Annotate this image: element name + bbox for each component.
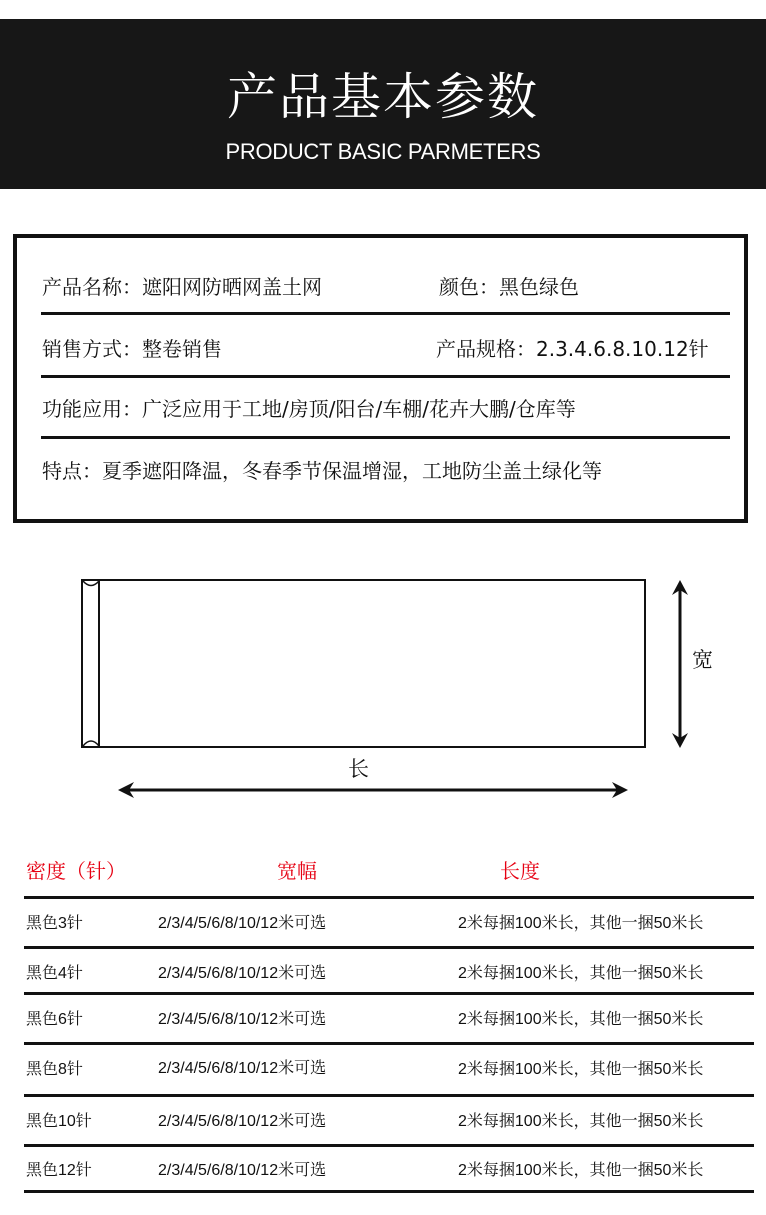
dimension-diagram <box>0 560 766 810</box>
param-row-name <box>42 272 730 302</box>
length-cell: 2米每捆100米长，其他一捆50米长 <box>458 1011 704 1028</box>
width-cell: 2/3/4/5/6/8/10/12米可选 <box>158 965 327 982</box>
header-banner <box>0 19 766 189</box>
density-cell: 黑色3针 <box>26 915 83 932</box>
product-features: 特点：夏季遮阳降温，冬春季节保温增湿，工地防尘盖土绿化等 <box>42 459 602 483</box>
length-cell: 2米每捆100米长，其他一捆50米长 <box>458 1061 704 1078</box>
density-cell: 黑色8针 <box>26 1061 83 1078</box>
params-box <box>13 234 748 523</box>
divider <box>24 896 754 899</box>
length-cell: 2米每捆100米长，其他一捆50米长 <box>458 965 704 982</box>
divider <box>24 1094 754 1097</box>
column-header-length: 长度 <box>500 859 540 883</box>
width-cell: 2/3/4/5/6/8/10/12米可选 <box>158 915 327 932</box>
divider <box>24 1144 754 1147</box>
density-cell: 黑色10针 <box>26 1113 92 1130</box>
divider <box>24 1190 754 1193</box>
divider <box>24 992 754 995</box>
density-cell: 黑色6针 <box>26 1011 83 1028</box>
divider <box>24 946 754 949</box>
width-cell: 2/3/4/5/6/8/10/12米可选 <box>158 1162 327 1179</box>
product-application: 功能应用：广泛应用于工地/房顶/阳台/车棚/花卉大鹏/仓库等 <box>42 397 576 421</box>
net-roll-drawing <box>0 560 766 810</box>
divider <box>41 312 730 315</box>
length-label: 长 <box>348 757 369 781</box>
param-row-sales <box>42 334 730 364</box>
density-cell: 黑色12针 <box>26 1162 92 1179</box>
divider <box>41 436 730 439</box>
product-spec: 产品规格：2.3.4.6.8.10.12针 <box>436 337 709 361</box>
width-cell: 2/3/4/5/6/8/10/12米可选 <box>158 1060 327 1077</box>
page-title: 产品基本参数 <box>227 68 539 126</box>
width-cell: 2/3/4/5/6/8/10/12米可选 <box>158 1113 327 1130</box>
divider <box>24 1042 754 1045</box>
product-name: 产品名称：遮阳网防晒网盖土网 <box>42 275 322 299</box>
length-cell: 2米每捆100米长，其他一捆50米长 <box>458 1113 704 1130</box>
column-header-density: 密度（针） <box>26 859 126 883</box>
length-cell: 2米每捆100米长，其他一捆50米长 <box>458 915 704 932</box>
page-subtitle: PRODUCT BASIC PARMETERS <box>225 139 541 164</box>
sales-method: 销售方式：整卷销售 <box>42 337 222 361</box>
divider <box>41 375 730 378</box>
column-header-width: 宽幅 <box>277 859 317 883</box>
width-label: 宽 <box>692 648 713 672</box>
width-cell: 2/3/4/5/6/8/10/12米可选 <box>158 1011 327 1028</box>
length-cell: 2米每捆100米长，其他一捆50米长 <box>458 1162 704 1179</box>
density-cell: 黑色4针 <box>26 965 83 982</box>
product-color: 颜色：黑色绿色 <box>439 275 579 299</box>
